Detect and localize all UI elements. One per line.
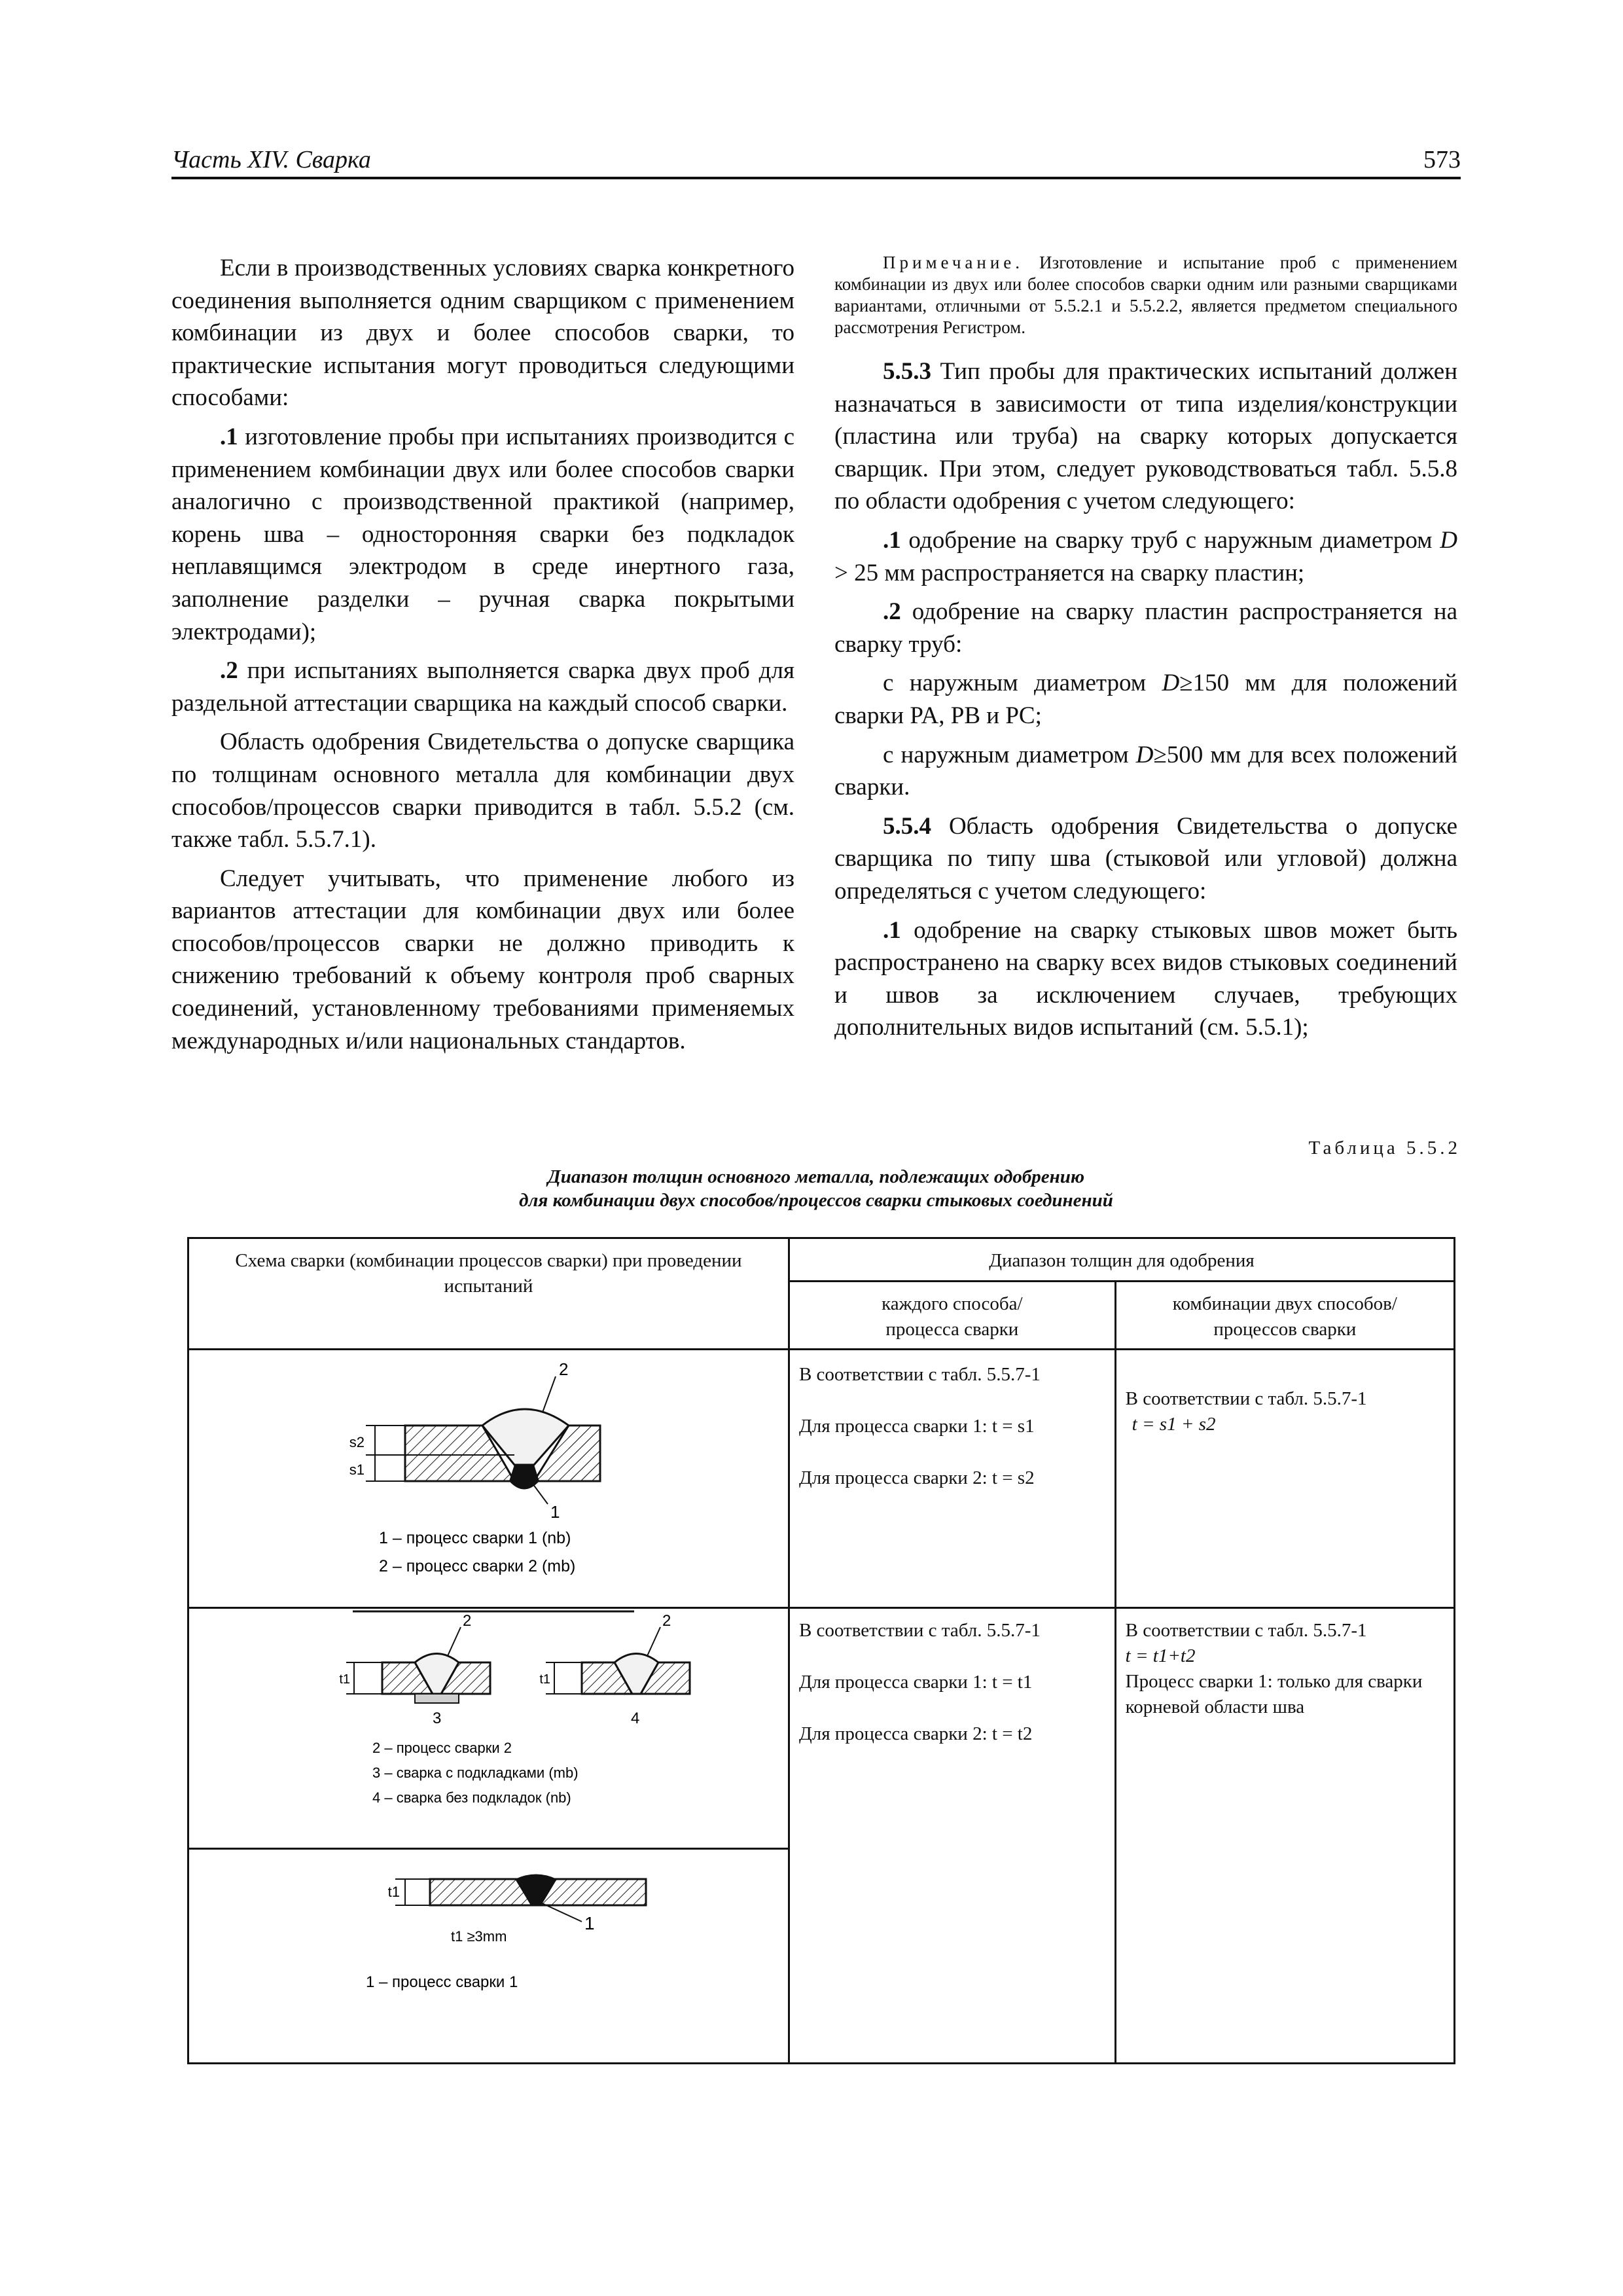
section-5-5-3 bbox=[834, 355, 1457, 518]
table-title-line-1: Диапазон толщин основного металла, подлежащих одобрению bbox=[547, 1166, 1085, 1187]
butt-weld-diagram-1 bbox=[189, 1350, 786, 1605]
header-combination bbox=[1115, 1282, 1454, 1350]
running-header-title: Часть XIV. Сварка bbox=[171, 146, 371, 173]
dim-t1-right: t1 bbox=[539, 1672, 550, 1687]
section-text: Тип пробы для практических испытаний должен назначаться в зависимости от типа изделия/конструкции (пластина или труба) на сварку которых допускается сварщик. При этом, следует руководствоваться табл. 5.5.8 по области одобрения с учетом следующего: bbox=[834, 358, 1457, 515]
dim-t1: t1 bbox=[387, 1884, 400, 1900]
paragraph-intro: Если в производственных условиях сварка конкретного соединения выполняется одним сварщиком с применением комбинации из двух и более способов сварки, то практические испытания могут проводиться следующими способами: bbox=[171, 255, 794, 412]
caption-process-1: 1 – процесс сварки 1 bbox=[366, 1973, 518, 1991]
right-column bbox=[834, 252, 1457, 1044]
item-text: ≥500 мм для всех положений сварки. bbox=[834, 741, 1457, 801]
header-range bbox=[789, 1238, 1454, 1282]
item-text: при испытаниях выполняется сварка двух проб для раздельной аттестации сварщика на каждый способ сварки. bbox=[171, 657, 794, 717]
row1-combination-cell bbox=[1115, 1350, 1454, 1608]
item-butt-welds bbox=[834, 914, 1457, 1044]
caption-without-backing: 4 – сварка без подкладок (nb) bbox=[372, 1789, 571, 1806]
page-number: 573 bbox=[1423, 146, 1461, 173]
row2-combo-ref: В соответствии с табл. 5.5.7-1 bbox=[1125, 1620, 1367, 1641]
row1-combo-formula: t = s1 + s2 bbox=[1132, 1414, 1216, 1435]
row2-process-2: Для процесса сварки 2: t = t2 bbox=[798, 1723, 1033, 1744]
item-text: одобрение на сварку стыковых швов может быть распространено на сварку всех видов стыковых соединений и швов за исключением случаев, требующих дополнительных видов испытаний (см. 5.5.1); bbox=[834, 916, 1457, 1041]
row2-combination-cell bbox=[1115, 1608, 1454, 2064]
section-5-5-4 bbox=[834, 810, 1457, 908]
butt-weld-diagram-2 bbox=[189, 1609, 786, 1846]
paragraph-note-standards: Следует учитывать, что применение любого из вариантов аттестации для комбинации двух или более способов/процессов сварки не должно приводить к снижению требований к объему контроля проб сварных соединений, установленному требованиями применяемых международных и/или национальных стандартов. bbox=[171, 865, 794, 1054]
caption-process-1: 1 – процесс сварки 1 (nb) bbox=[379, 1529, 571, 1547]
section-number: 5.5.4 bbox=[883, 812, 931, 840]
item-text: изготовление пробы при испытаниях производится с применением комбинации двух или более способов сварки аналогично с производственной практикой (например, корень шва – односторонняя сварки без подкладок неплавящимся электродом в среде инертного газа, заполнение разделки – ручная сварка покрытыми электродами); bbox=[171, 423, 794, 645]
label-4: 4 bbox=[631, 1710, 640, 1727]
row1-ref: В соответствии с табл. 5.5.7-1 bbox=[798, 1364, 1041, 1385]
min-thickness: t1 ≥3mm bbox=[451, 1928, 507, 1945]
row1-combo-ref: В соответствии с табл. 5.5.7-1 bbox=[1125, 1388, 1367, 1409]
header-each-process-text: каждого способа/ процесса сварки bbox=[882, 1293, 1023, 1340]
variable-d: D bbox=[1135, 741, 1154, 768]
item-text: с наружным диаметром bbox=[883, 670, 1162, 697]
variable-d: D bbox=[1162, 670, 1180, 697]
row1-process-2: Для процесса сварки 2: t = s2 bbox=[798, 1467, 1035, 1488]
note-paragraph bbox=[834, 252, 1457, 338]
row1-process-1: Для процесса сварки 1: t = s1 bbox=[798, 1416, 1035, 1437]
item-number: .2 bbox=[883, 598, 901, 626]
row2-scheme-cell bbox=[188, 1608, 789, 1849]
header-scheme-text: Схема сварки (комбинации процессов сварки) при проведении испытаний bbox=[235, 1250, 742, 1297]
header-each-process bbox=[789, 1282, 1115, 1350]
item-plate-approval bbox=[834, 596, 1457, 660]
item-text: одобрение на сварку пластин распространяется на сварку труб: bbox=[834, 598, 1457, 658]
caption-process-2: 2 – процесс сварки 2 bbox=[372, 1740, 512, 1756]
item-number: .1 bbox=[220, 423, 238, 450]
row1-scheme-cell bbox=[188, 1350, 789, 1608]
item-diameter-500 bbox=[834, 739, 1457, 804]
label-2-right: 2 bbox=[662, 1612, 671, 1630]
caption-with-backing: 3 – сварка с подкладками (mb) bbox=[372, 1765, 579, 1781]
item-text: с наружным диаметром bbox=[883, 741, 1136, 768]
label-3: 3 bbox=[433, 1710, 442, 1727]
section-text: Область одобрения Свидетельства о допуске сварщика по типу шва (стыковой или угловой) должна определяться с учетом следующего: bbox=[834, 812, 1457, 905]
table-label: Таблица 5.5.2 bbox=[1308, 1138, 1461, 1158]
butt-weld-diagram-3 bbox=[189, 1850, 786, 2060]
item-text: > 25 мм распространяется на сварку пластин; bbox=[834, 559, 1305, 586]
row2-combo-note: Процесс сварки 1: только для сварки корневой области шва bbox=[1125, 1671, 1423, 1717]
item-text: одобрение на сварку труб с наружным диаметром bbox=[901, 526, 1440, 554]
variable-d: D bbox=[1440, 526, 1457, 554]
label-1: 1 bbox=[584, 1913, 595, 1933]
note-label: Примечание. bbox=[883, 253, 1024, 272]
header-combination-text: комбинации двух способов/ процессов сварки bbox=[1172, 1293, 1397, 1340]
label-1: 1 bbox=[550, 1502, 560, 1522]
table-title bbox=[171, 1165, 1461, 1212]
caption-process-2: 2 – процесс сварки 2 (mb) bbox=[379, 1557, 576, 1575]
label-2: 2 bbox=[559, 1359, 569, 1379]
row1-each-process-cell bbox=[789, 1350, 1115, 1608]
header-scheme bbox=[188, 1238, 789, 1350]
item-diameter-150 bbox=[834, 667, 1457, 732]
header-range-text: Диапазон толщин для одобрения bbox=[989, 1250, 1255, 1271]
header-rule bbox=[171, 177, 1461, 179]
thickness-range-table bbox=[187, 1237, 1455, 2064]
dim-s2: s2 bbox=[349, 1434, 365, 1450]
paragraph-item-1 bbox=[171, 421, 794, 648]
dim-t1: t1 bbox=[339, 1672, 350, 1687]
item-pipe-approval bbox=[834, 524, 1457, 589]
label-2-left: 2 bbox=[463, 1612, 472, 1630]
row2-each-process-cell bbox=[789, 1608, 1115, 2064]
row2-ref: В соответствии с табл. 5.5.7-1 bbox=[798, 1620, 1041, 1641]
item-text: ≥150 мм для положений сварки PA, PB и PC; bbox=[834, 670, 1457, 729]
backing-strip bbox=[415, 1694, 459, 1703]
row2-process-1: Для процесса сварки 1: t = t1 bbox=[798, 1672, 1033, 1693]
dim-s1: s1 bbox=[349, 1462, 365, 1478]
section-number: 5.5.3 bbox=[883, 358, 931, 385]
note-text: Изготовление и испытание проб с применением комбинации из двух или более способов сварки одним или разными сварщиками вариантами, отличными от 5.5.2.1 и 5.5.2.2, является предметом специального рассмотрения Регистром. bbox=[834, 253, 1457, 337]
row2-combo-formula: t = t1+t2 bbox=[1125, 1645, 1196, 1666]
paragraph-approval-range: Область одобрения Свидетельства о допуске сварщика по толщинам основного металла для комбинации двух способов/процессов сварки приводится в табл. 5.5.2 (см. также табл. 5.5.7.1). bbox=[171, 728, 794, 853]
row3-scheme-cell bbox=[188, 1849, 789, 2064]
left-column bbox=[171, 252, 794, 1057]
item-number: .1 bbox=[883, 916, 901, 944]
paragraph-item-2 bbox=[171, 655, 794, 719]
item-number: .1 bbox=[883, 526, 901, 554]
table-title-line-2: для комбинации двух способов/процессов сварки стыковых соединений bbox=[519, 1190, 1113, 1211]
item-number: .2 bbox=[220, 657, 238, 685]
